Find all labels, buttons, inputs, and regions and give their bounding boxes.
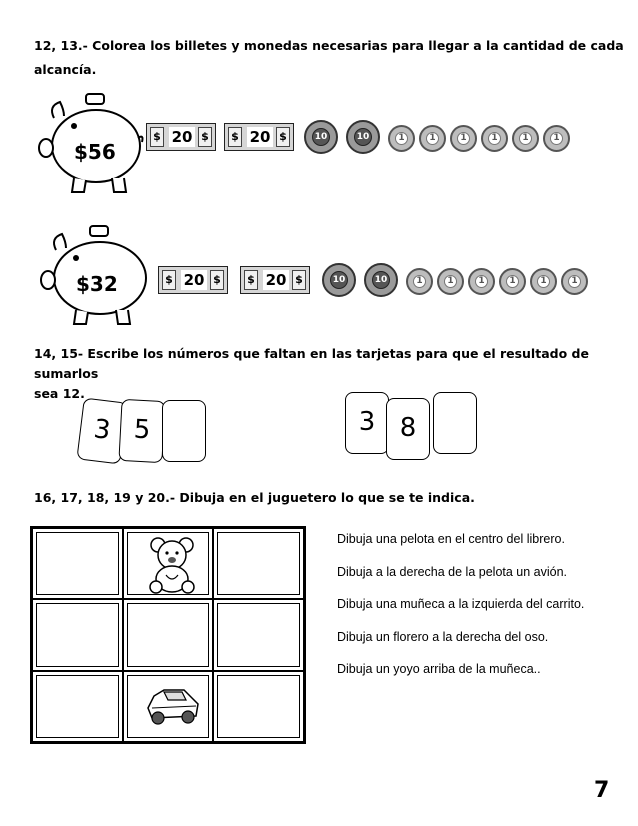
number-card: 3 xyxy=(76,398,127,465)
coin-value: 1 xyxy=(475,275,488,288)
instruction: Dibuja un yoyo arriba de la muñeca.. xyxy=(337,662,541,676)
instruction: Dibuja una pelota en el centro del librero. xyxy=(337,532,565,546)
bill-value: 20 xyxy=(181,270,207,290)
piggy-bank-56 xyxy=(34,88,144,196)
exercise-14-15-heading xyxy=(34,344,624,404)
coin-value: 1 xyxy=(444,275,457,288)
bill-20[interactable]: $ 20 $ xyxy=(158,266,228,294)
shelf-cell[interactable] xyxy=(32,528,123,599)
shelf-cell[interactable] xyxy=(213,671,304,742)
teddy-bear-icon xyxy=(144,535,200,595)
bill-value: 20 xyxy=(247,127,273,147)
coin-1[interactable] xyxy=(512,125,539,152)
heading-line: sea 12. xyxy=(34,386,85,401)
exercise-16-20-heading: 16, 17, 18, 19 y 20.- Dibuja en el juguetero lo que se te indica. xyxy=(34,490,475,505)
heading-line: alcancía. xyxy=(34,62,97,77)
shelf-cell[interactable] xyxy=(213,599,304,670)
coin-1[interactable] xyxy=(468,268,495,295)
number-card: 8 xyxy=(386,398,430,460)
toy-shelf-grid xyxy=(30,526,306,744)
number-card-blank[interactable] xyxy=(162,400,206,462)
instruction: Dibuja un florero a la derecha del oso. xyxy=(337,630,549,644)
coin-1[interactable] xyxy=(406,268,433,295)
shelf-cell[interactable] xyxy=(32,671,123,742)
coin-10[interactable] xyxy=(364,263,398,297)
coin-1[interactable] xyxy=(450,125,477,152)
shelf-cell[interactable] xyxy=(213,528,304,599)
coin-value: 10 xyxy=(312,128,330,146)
shelf-cell-bear[interactable] xyxy=(123,528,214,599)
coin-value: 1 xyxy=(537,275,550,288)
coin-1[interactable] xyxy=(388,125,415,152)
coin-1[interactable] xyxy=(481,125,508,152)
coin-value: 1 xyxy=(568,275,581,288)
coin-value: 1 xyxy=(506,275,519,288)
coin-value: 1 xyxy=(488,132,501,145)
shelf-cell-car[interactable] xyxy=(123,671,214,742)
exercise-12-13-heading xyxy=(34,36,624,80)
coin-1[interactable] xyxy=(437,268,464,295)
heading-line: 14, 15- Escribe los números que faltan en las tarjetas para que el resultado de sumarlos xyxy=(34,346,589,381)
bill-20[interactable]: $ 20 $ xyxy=(240,266,310,294)
instruction: Dibuja una muñeca a la izquierda del carrito. xyxy=(337,597,585,611)
coin-value: 1 xyxy=(457,132,470,145)
coin-value: 10 xyxy=(372,271,390,289)
coin-value: 1 xyxy=(519,132,532,145)
number-card: 5 xyxy=(118,399,165,463)
coin-10[interactable] xyxy=(322,263,356,297)
bill-value: 20 xyxy=(169,127,195,147)
coin-value: 1 xyxy=(413,275,426,288)
page-number: 7 xyxy=(594,778,610,803)
coin-1[interactable] xyxy=(419,125,446,152)
bill-value: 20 xyxy=(263,270,289,290)
number-card: 3 xyxy=(345,392,389,454)
coin-value: 1 xyxy=(550,132,563,145)
coin-value: 1 xyxy=(395,132,408,145)
coin-1[interactable] xyxy=(561,268,588,295)
number-card-blank[interactable] xyxy=(433,392,477,454)
coin-10[interactable] xyxy=(304,120,338,154)
coin-value: 10 xyxy=(330,271,348,289)
shelf-cell[interactable] xyxy=(123,599,214,670)
piggy-bank-32 xyxy=(34,218,152,328)
coin-1[interactable] xyxy=(543,125,570,152)
piggy-amount: $56 xyxy=(74,140,116,164)
heading-line: 12, 13.- Colorea los billetes y monedas necesarias para llegar a la cantidad de cada xyxy=(34,38,624,53)
coin-value: 10 xyxy=(354,128,372,146)
bill-20[interactable]: $ 20 $ xyxy=(146,123,216,151)
piggy-amount: $32 xyxy=(76,272,118,296)
shelf-cell[interactable] xyxy=(32,599,123,670)
coin-1[interactable] xyxy=(499,268,526,295)
coin-value: 1 xyxy=(426,132,439,145)
coin-1[interactable] xyxy=(530,268,557,295)
toy-car-icon xyxy=(142,682,202,728)
coin-10[interactable] xyxy=(346,120,380,154)
bill-20[interactable]: $ 20 $ xyxy=(224,123,294,151)
instruction: Dibuja a la derecha de la pelota un avión. xyxy=(337,565,568,579)
